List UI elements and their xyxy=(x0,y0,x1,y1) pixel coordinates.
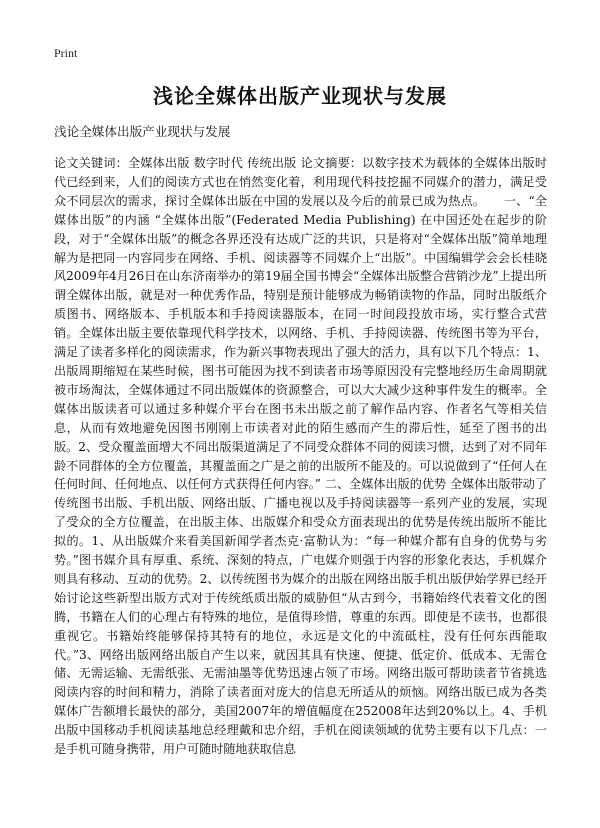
page-title: 浅论全媒体出版产业现状与发展 xyxy=(153,84,447,108)
article-body: 论文关键词：全媒体出版 数字时代 传统出版 论文摘要：以数字技术为载体的全媒体出版时代已经到来，人们的阅读方式也在悄然变化着，利用现代科技挖掘不同媒介的潜力，满足受众不同层次的需求，探讨全媒体出版在中国的发展以及今后的前景已成为热点。 一、“全媒体出版”的内涵 “全媒体出版”(Federated Media Publishing) 在中国还处在起步的阶段，对于“全媒体出版”的概念各界还没有达成广泛的共识，只是将对“全媒体出版”简单地理解为是把同一内容同步在网络、手机、阅读器等不同媒介上“出版”。中国编辑学会会长桂晓风2009年4月26日在山东济南举办的第19届全国书博会“全媒体出版整合营销沙龙”上提出所谓全媒体出版，就是对一种优秀作品，特别是预计能够成为畅销读物的作品，同时出版纸介质图书、网络版本、手机版本和手持阅读器版本，在同一时间段投放市场，实行整合式营销。全媒体出版主要依靠现代科学技术，以网络、手机、手持阅读器、传统图书等为平台，满足了读者多样化的阅读需求，作为新兴事物表现出了强大的活力，具有以下几个特点：1、出版周期缩短在某些时候，图书可能因为找不到读者市场等原因没有完整地经历生命周期就被市场淘汰，全媒体通过不同出版媒体的资源整合，可以大大减少这种事件发生的概率。全媒体出版读者可以通过多种媒介平台在图书未出版之前了解作品内容、作者名气等相关信息，从而有效地避免因图书刚刚上市读者对此的陌生感而产生的滞后性，延至了图书的出版。2、受众覆盖面增大不同出版渠道满足了不同受众群体不同的阅读习惯，达到了对不同年龄不同群体的全方位覆盖，其覆盖面之广是之前的出版所不能及的。可以说做到了“任何人在任何时间、任何地点、以任何方式获得任何内容。” 二、全媒体出版的优势 全媒体出版带动了传统图书出版、手机出版、网络出版、广播电视以及手持阅读器等一系列产业的发展，实现了受众的全方位覆盖，在出版主体、出版媒介和受众方面表现出的优势是传统出版所不能比拟的。1、从出版媒介来看美国新闻学者杰克·富勒认为：“每一种媒介都有自身的优势与劣势。”图书媒介具有厚重、系统、深刻的特点，广电媒介则强于内容的形象化表达，手机媒介则具有移动、互动的优势。2、以传统图书为媒介的出版在网络出版手机出版伊始学界已经开始讨论这些新型出版方式对于传统纸质出版的威胁但“从古到今，书籍始终代表着文化的图腾，书籍在人们的心理占有特殊的地位，是值得珍惜，尊重的东西。即使是不读书，也都很重视它。书籍始终能够保持其特有的地位，永远是文化的中流砥柱，没有任何东西能取代。”3、网络出版网络出版自产生以来，就因其具有快速、便捷、低定价、低成本、无需仓储、无需运输、无需纸张、无需油墨等优势迅速占领了市场。网络出版可帮助读者节省挑选阅读内容的时间和精力，消除了读者面对庞大的信息无所适从的烦恼。网络出版已成为各类媒体广告额增长最快的部分，美国2007年的增值幅度在252008年达到20%以上。4、手机出版中国移动手机阅读基地总经理戴和忠介绍，手机在阅读领域的优势主要有以下几点：一是手机可随身携带，用户可随时随地获取信息 xyxy=(54,156,547,757)
article-subtitle: 浅论全媒体出版产业现状与发展 xyxy=(54,124,231,139)
print-link[interactable]: Print xyxy=(54,46,78,60)
